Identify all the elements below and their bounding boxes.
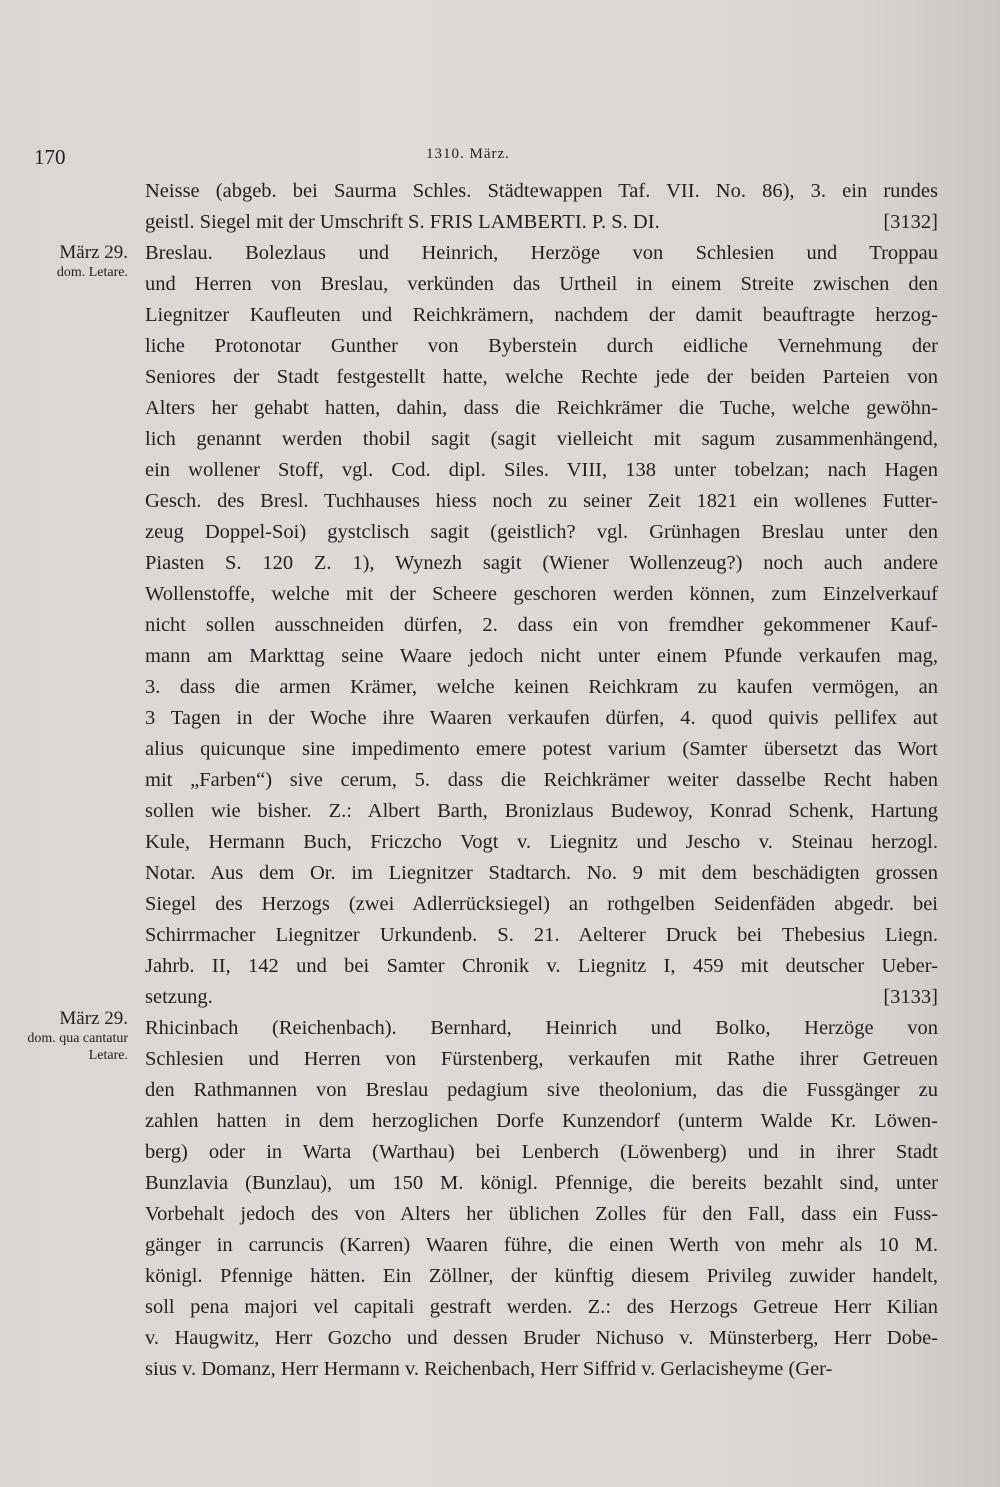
text-line: liche Protonotar Gunther von Byberstein durch eidliche Vernehmung der xyxy=(145,335,938,357)
text-line: mit „Farben“) sive cerum, 5. dass die Reichkrämer weiter dasselbe Recht haben xyxy=(145,769,938,791)
text-line: Rhicinbach (Reichenbach). Bernhard, Heinrich und Bolko, Herzöge von xyxy=(145,1017,938,1039)
text-line: Wollenstoffe, welche mit der Scheere geschoren werden können, zum Einzelverkauf xyxy=(145,583,938,605)
text-line: sius v. Domanz, Herr Hermann v. Reichenbach, Herr Siffrid v. Gerlacisheyme (Ger- xyxy=(145,1358,833,1380)
text-line: Notar. Aus dem Or. im Liegnitzer Stadtarch. No. 9 mit dem beschädigten grossen xyxy=(145,862,938,884)
margin-feast-1: dom. Letare. xyxy=(56,265,128,280)
text-line: Kule, Hermann Buch, Friczcho Vogt v. Liegnitz und Jescho v. Steinau herzogl. xyxy=(145,831,938,853)
text-line: Jahrb. II, 142 und bei Samter Chronik v. Liegnitz I, 459 mit deutscher Ueber- xyxy=(145,955,938,977)
text-line: Schirrmacher Liegnitzer Urkundenb. S. 21. Aelterer Druck bei Thebesius Liegn. xyxy=(145,924,938,946)
text-line-with-ref xyxy=(145,982,938,1013)
text-line: geistl. Siegel mit der Umschrift S. FRIS LAMBERTI. P. S. DI. xyxy=(145,211,660,233)
margin-note-1 xyxy=(0,242,128,281)
margin-date-1: März 29. xyxy=(59,242,128,263)
text-line: königl. Pfennige hätten. Ein Zöllner, der künftig diesem Privileg zuwider handelt, xyxy=(145,1265,938,1287)
margin-note-2 xyxy=(0,1008,128,1064)
text-line: alius quicunque sine impedimento emere potest varium (Samter übersetzt das Wort xyxy=(145,738,938,760)
text-line: Breslau. Bolezlaus und Heinrich, Herzöge von Schlesien und Troppau xyxy=(145,242,938,264)
document-ref: [3132] xyxy=(883,211,938,233)
margin-feast-2: dom. qua cantatur Letare. xyxy=(27,1031,128,1063)
text-line: Neisse (abgeb. bei Saurma Schles. Städtewappen Taf. VII. No. 86), 3. ein rundes xyxy=(145,180,938,202)
text-line-with-ref xyxy=(145,207,938,238)
text-line: den Rathmannen von Breslau pedagium sive theolonium, das die Fussgänger zu xyxy=(145,1079,938,1101)
text-line: 3 Tagen in der Woche ihre Waaren verkaufen dürfen, 4. quod quivis pellifex aut xyxy=(145,707,938,729)
text-line: nicht sollen ausschneiden dürfen, 2. dass ein von fremdher gekommener Kauf- xyxy=(145,614,938,636)
text-line: Alters her gehabt hatten, dahin, dass die Reichkrämer die Tuche, welche gewöhn- xyxy=(145,397,938,419)
text-line: gänger in carruncis (Karren) Waaren führe, die einen Werth von mehr als 10 M. xyxy=(145,1234,938,1256)
text-line: und Herren von Breslau, verkünden das Urtheil in einem Streite zwischen den xyxy=(145,273,938,295)
text-line: ein wollener Stoff, vgl. Cod. dipl. Siles. VIII, 138 unter tobelzan; nach Hagen xyxy=(145,459,938,481)
body-text xyxy=(145,176,938,1385)
text-line: zahlen hatten in dem herzoglichen Dorfe Kunzendorf (unterm Walde Kr. Löwen- xyxy=(145,1110,938,1132)
page-number: 170 xyxy=(34,145,66,169)
text-line: lich genannt werden thobil sagit (sagit vielleicht mit sagum zusammenhängend, xyxy=(145,428,938,450)
text-line: v. Haugwitz, Herr Gozcho und dessen Bruder Nichuso v. Münsterberg, Herr Dobe- xyxy=(145,1327,938,1349)
text-line: Siegel des Herzogs (zwei Adlerrücksiegel) an rothgelben Seidenfäden abgedr. bei xyxy=(145,893,938,915)
text-line: Schlesien und Herren von Fürstenberg, verkaufen mit Rathe ihrer Getreuen xyxy=(145,1048,938,1070)
margin-date-2: März 29. xyxy=(59,1008,128,1029)
text-line: Gesch. des Bresl. Tuchhauses hiess noch zu seiner Zeit 1821 ein wollenes Futter- xyxy=(145,490,938,512)
text-line: sollen wie bisher. Z.: Albert Barth, Bronizlaus Budewoy, Konrad Schenk, Hartung xyxy=(145,800,938,822)
text-line: Vorbehalt jedoch des von Alters her üblichen Zolles für den Fall, dass ein Fuss- xyxy=(145,1203,938,1225)
text-line: zeug Doppel-Soi) gystclisch sagit (geistlich? vgl. Grünhagen Breslau unter den xyxy=(145,521,938,543)
text-line: mann am Markttag seine Waare jedoch nicht unter einem Pfunde verkaufen mag, xyxy=(145,645,938,667)
text-line: berg) oder in Warta (Warthau) bei Lenberch (Löwenberg) und in ihrer Stadt xyxy=(145,1141,938,1163)
text-line: setzung. xyxy=(145,986,213,1008)
text-line: Piasten S. 120 Z. 1), Wynezh sagit (Wiener Wollenzeug?) noch auch andere xyxy=(145,552,938,574)
running-head: 1310. März. xyxy=(426,146,510,162)
text-line: Bunzlavia (Bunzlau), um 150 M. königl. Pfennige, die bereits bezahlt sind, unter xyxy=(145,1172,938,1194)
document-ref: [3133] xyxy=(883,986,938,1008)
text-line: Liegnitzer Kaufleuten und Reichkrämern, nachdem der damit beauftragte herzog- xyxy=(145,304,938,326)
text-line: Seniores der Stadt festgestellt hatte, welche Rechte jede der beiden Parteien von xyxy=(145,366,938,388)
text-line: 3. dass die armen Krämer, welche keinen Reichkram zu kaufen vermögen, an xyxy=(145,676,938,698)
text-line: soll pena majori vel capitali gestraft werden. Z.: des Herzogs Getreue Herr Kilian xyxy=(145,1296,938,1318)
